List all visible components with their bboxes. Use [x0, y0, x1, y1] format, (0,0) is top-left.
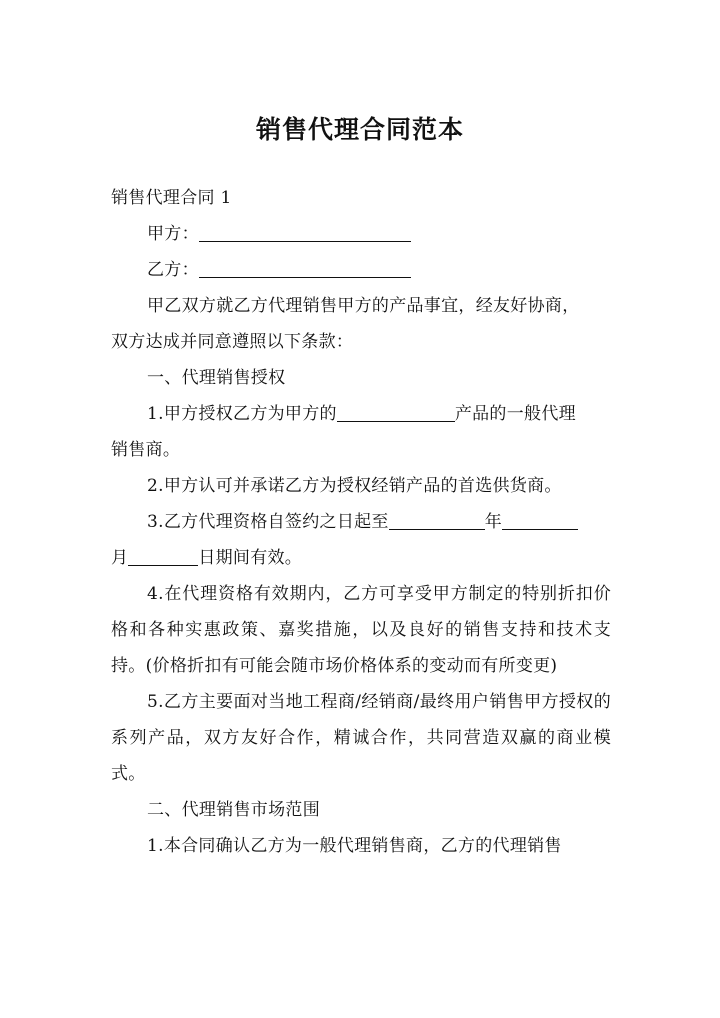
- section-2-heading: 二、代理销售市场范围: [147, 800, 320, 820]
- product-blank: [337, 401, 455, 422]
- party-a-label: 甲方：: [147, 224, 199, 244]
- clause-1-5: 5.乙方主要面对当地工程商/经销商/最终用户销售甲方授权的系列产品，双方友好合作，精诚合作，共同营造双赢的商业模式。: [111, 692, 611, 784]
- month-label: 月: [111, 548, 129, 568]
- clause-1-3-after: 日期间有效。: [198, 548, 303, 568]
- clause-1-1-before: 1.甲方授权乙方为甲方的: [147, 404, 337, 424]
- clause-2-1: 1.本合同确认乙方为一般代理销售商，乙方的代理销售: [147, 836, 562, 856]
- clause-1-4: 4.在代理资格有效期内，乙方可享受甲方制定的特别折扣价格和各种实惠政策、嘉奖措施，以及良好的销售支持和技术支持。(价格折扣有可能会随市场价格体系的变动而有所变更): [111, 584, 611, 676]
- section-1-heading: 一、代理销售授权: [147, 368, 286, 388]
- party-a-blank: [199, 221, 411, 242]
- party-b-blank: [199, 257, 411, 278]
- party-b-line: [111, 252, 611, 288]
- clause-1-3-continued: [111, 540, 611, 576]
- clause-1-1: [111, 396, 611, 432]
- clause-1-1-continued: 销售商。: [111, 440, 181, 460]
- intro-paragraph-line2: 双方达成并同意遵照以下条款：: [111, 332, 354, 352]
- day-blank: [128, 545, 198, 566]
- clause-1-2: 2.甲方认可并承诺乙方为授权经销产品的首选供货商。: [147, 476, 562, 496]
- clause-1-3: [111, 504, 611, 540]
- clause-1-3-before: 3.乙方代理资格自签约之日起至: [147, 512, 389, 532]
- clause-1-1-after: 产品的一般代理: [454, 404, 576, 424]
- document-body: [111, 180, 611, 864]
- intro-paragraph-line1: 甲乙双方就乙方代理销售甲方的产品事宜，经友好协商，: [147, 296, 580, 316]
- document-title: 销售代理合同范本: [255, 115, 464, 144]
- month-blank: [502, 509, 578, 530]
- contract-subtitle: 销售代理合同 1: [111, 188, 232, 208]
- year-label: 年: [484, 512, 503, 532]
- year-blank: [389, 509, 485, 530]
- party-a-line: [111, 216, 611, 252]
- party-b-label: 乙方：: [147, 260, 199, 280]
